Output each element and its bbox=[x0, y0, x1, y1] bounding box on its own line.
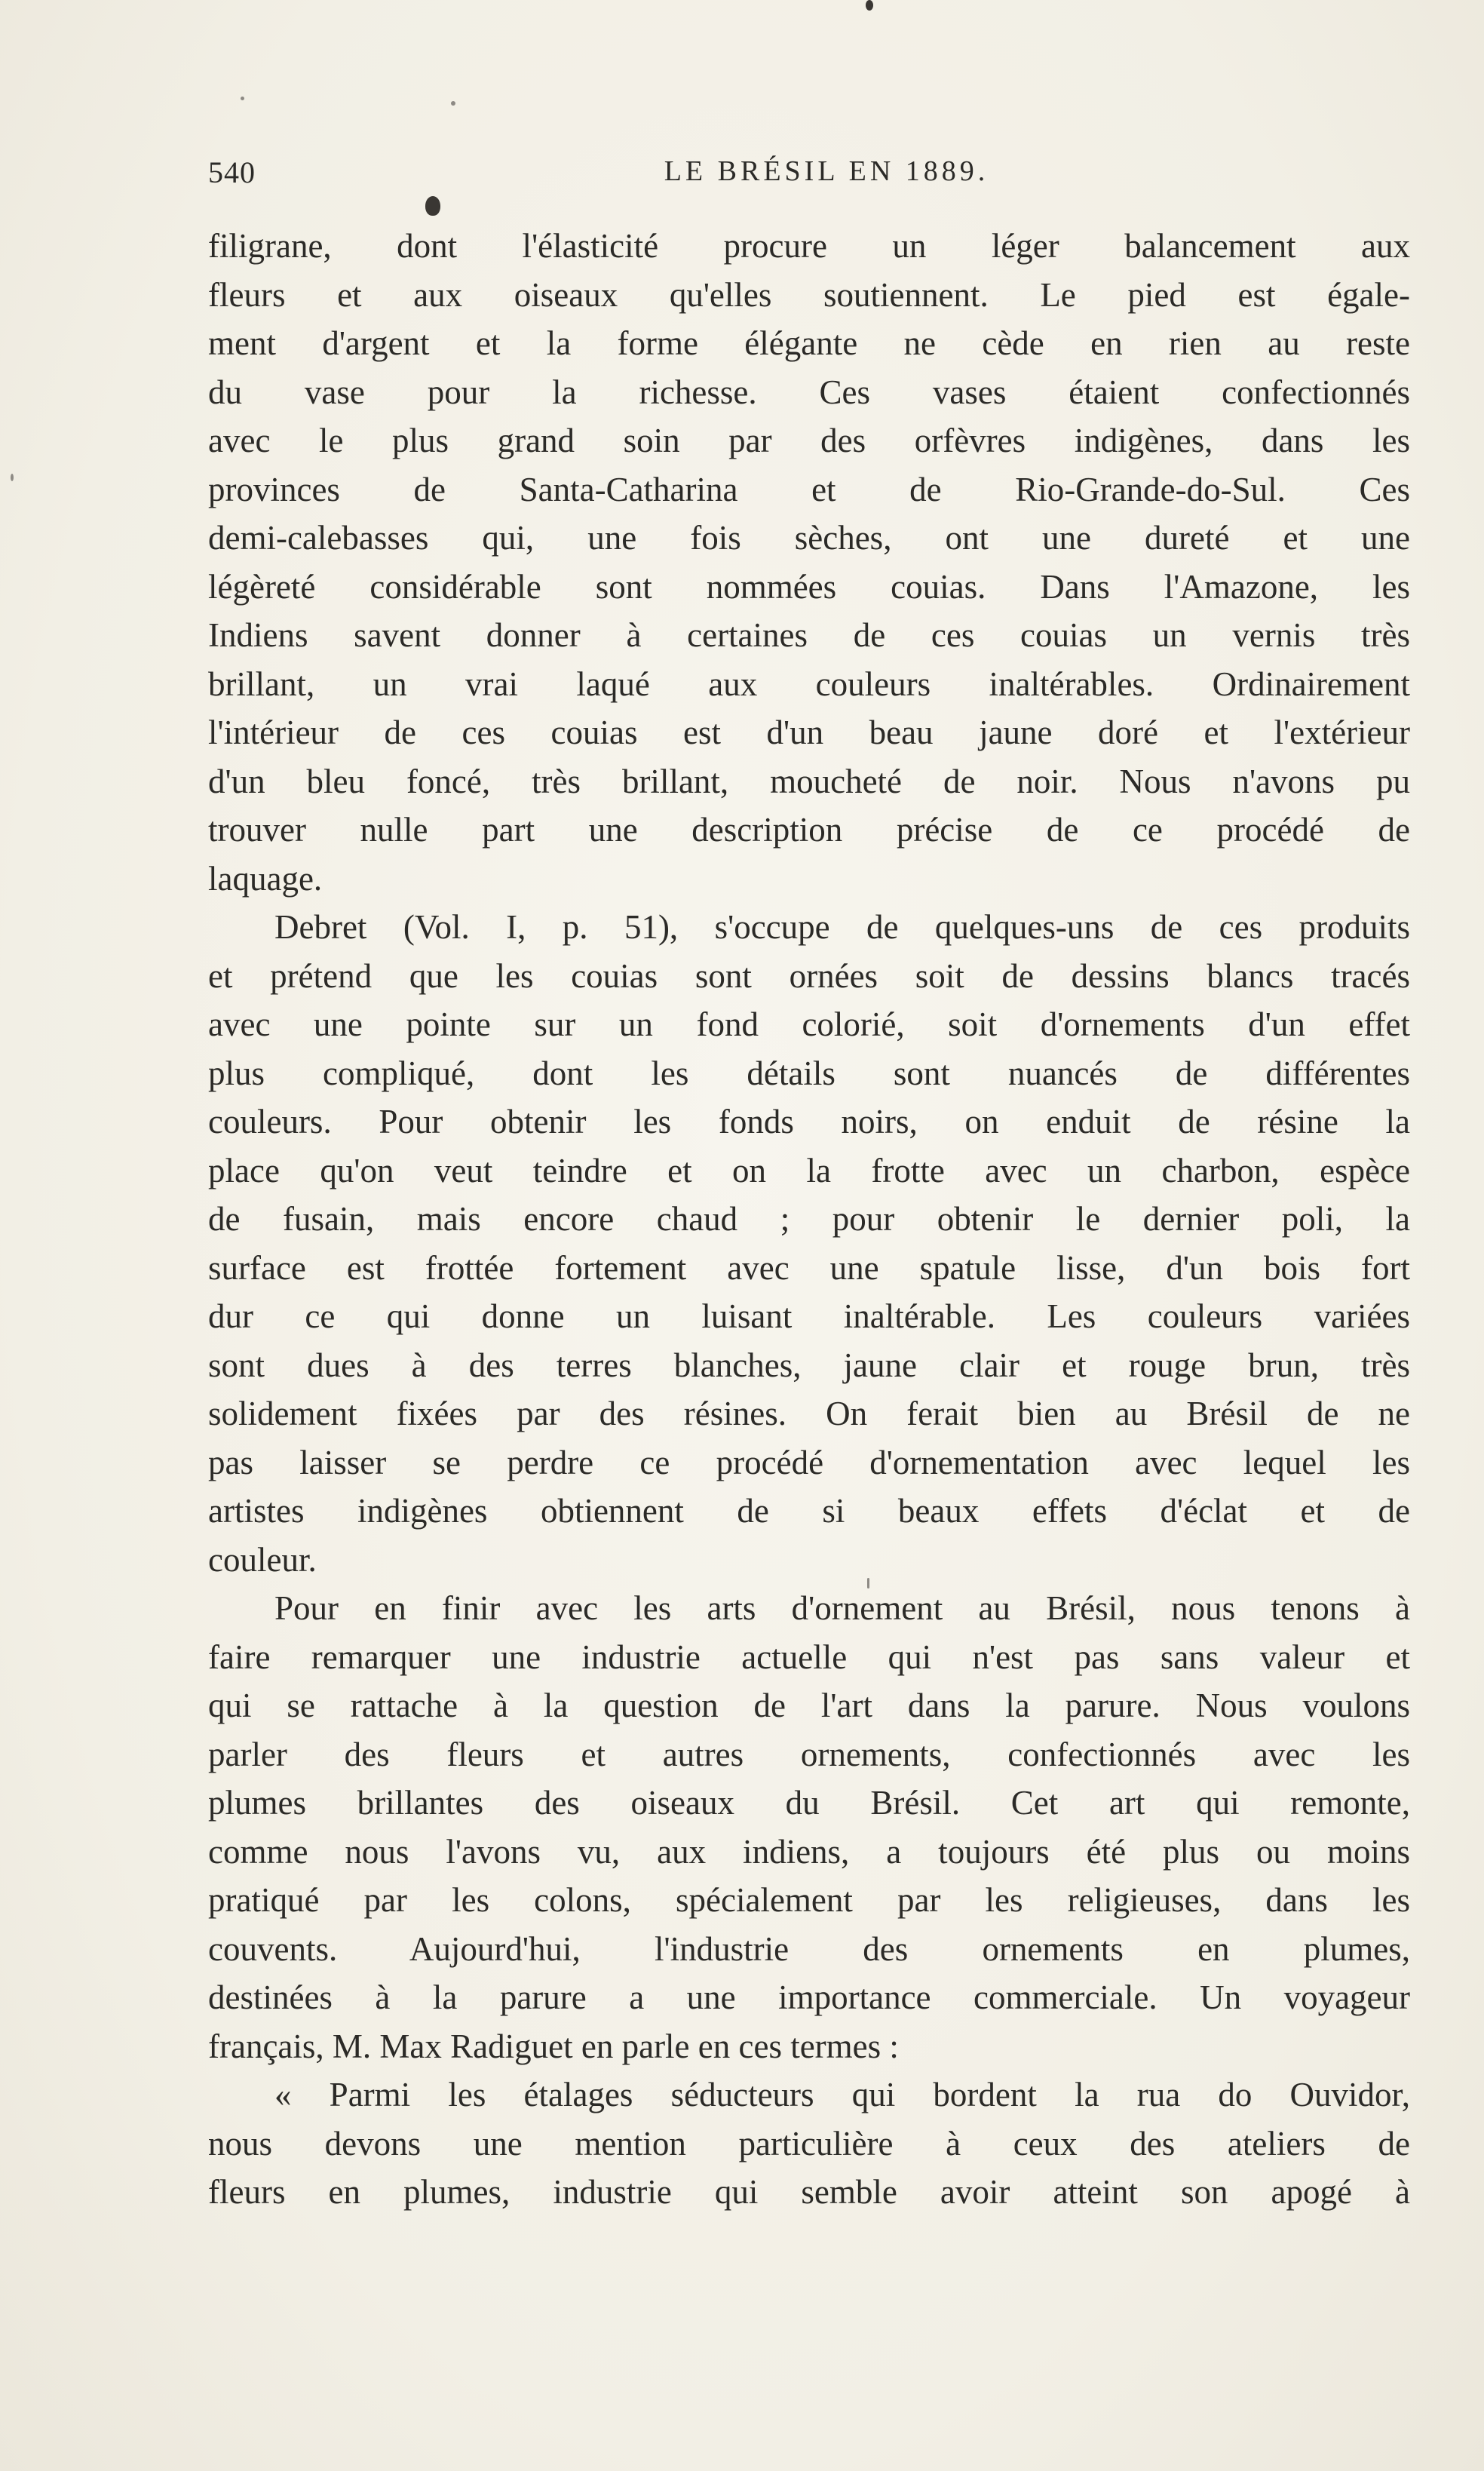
text-line: qui se rattache à la question de l'art dans la parure. Nous voulons bbox=[208, 1687, 1410, 1724]
ink-spot-top bbox=[866, 0, 873, 11]
page-number: 540 bbox=[208, 155, 256, 189]
text-line: avec une pointe sur un fond colorié, soit d'ornements d'un effet bbox=[208, 1005, 1410, 1043]
page-header bbox=[208, 155, 1415, 200]
text-line: destinées à la parure a une importance commerciale. Un voyageur bbox=[208, 1978, 1410, 2016]
text-line: légèreté considérable sont nommées couias. Dans l'Amazone, les bbox=[208, 567, 1410, 606]
text-line: d'un bleu foncé, très brillant, moucheté de noir. Nous n'avons pu bbox=[208, 762, 1410, 800]
text-line: parler des fleurs et autres ornements, confectionnés avec les bbox=[208, 1735, 1410, 1773]
text-line: demi-calebasses qui, une fois sèches, ont une dureté et une bbox=[208, 519, 1410, 557]
text-line: comme nous l'avons vu, aux indiens, a toujours été plus ou moins bbox=[208, 1832, 1410, 1871]
text-line: « Parmi les étalages séducteurs qui bordent la rua do Ouvidor, bbox=[274, 2076, 1410, 2113]
text-line: du vase pour la richesse. Ces vases étaient confectionnés bbox=[208, 373, 1410, 411]
text-line: trouver nulle part une description précise de ce procédé de bbox=[208, 811, 1410, 849]
text-line: couleur. bbox=[208, 1540, 317, 1579]
text-line: nous devons une mention particulière à ceux des ateliers de bbox=[208, 2124, 1410, 2163]
text-line: l'intérieur de ces couias est d'un beau jaune doré et l'extérieur bbox=[208, 714, 1410, 751]
text-line: brillant, un vrai laqué aux couleurs inaltérables. Ordinairement bbox=[208, 665, 1410, 703]
paper-fleck bbox=[451, 101, 455, 106]
text-line: fleurs en plumes, industrie qui semble avoir atteint son apogé à bbox=[208, 2173, 1410, 2211]
text-line: avec le plus grand soin par des orfèvres indigènes, dans les bbox=[208, 422, 1410, 459]
text-line: ment d'argent et la forme élégante ne cède en rien au reste bbox=[208, 324, 1410, 362]
body-text bbox=[208, 222, 1410, 2217]
text-line: surface est frottée fortement avec une spatule lisse, d'un bois fort bbox=[208, 1248, 1410, 1287]
text-line: de fusain, mais encore chaud ; pour obtenir le dernier poli, la bbox=[208, 1200, 1410, 1238]
text-line: pratiqué par les colons, spécialement par les religieuses, dans les bbox=[208, 1881, 1410, 1919]
text-line: pas laisser se perdre ce procédé d'ornementation avec lequel les bbox=[208, 1443, 1410, 1481]
text-line: artistes indigènes obtiennent de si beaux effets d'éclat et de bbox=[208, 1492, 1410, 1530]
text-line: Debret (Vol. I, p. 51), s'occupe de quelques-uns de ces produits bbox=[274, 908, 1410, 946]
text-line: couleurs. Pour obtenir les fonds noirs, on enduit de résine la bbox=[208, 1103, 1410, 1140]
text-line: dur ce qui donne un luisant inaltérable. Les couleurs variées bbox=[208, 1297, 1410, 1335]
text-line: provinces de Santa-Catharina et de Rio-Grande-do-Sul. Ces bbox=[208, 470, 1410, 508]
text-line: couvents. Aujourd'hui, l'industrie des ornements en plumes, bbox=[208, 1929, 1410, 1968]
text-line: faire remarquer une industrie actuelle qui n'est pas sans valeur et bbox=[208, 1638, 1410, 1676]
paper-fleck bbox=[11, 474, 14, 481]
text-line: solidement fixées par des résines. On ferait bien au Brésil de ne bbox=[208, 1395, 1410, 1432]
text-line: Pour en finir avec les arts d'ornement au Brésil, nous tenons à bbox=[274, 1589, 1410, 1627]
text-line: plumes brillantes des oiseaux du Brésil. Cet art qui remonte, bbox=[208, 1784, 1410, 1822]
text-line: sont dues à des terres blanches, jaune clair et rouge brun, très bbox=[208, 1346, 1410, 1384]
text-line: Indiens savent donner à certaines de ces couias un vernis très bbox=[208, 616, 1410, 654]
text-line: place qu'on veut teindre et on la frotte avec un charbon, espèce bbox=[208, 1151, 1410, 1189]
text-line: français, M. Max Radiguet en parle en ces termes : bbox=[208, 2027, 899, 2065]
text-line: laquage. bbox=[208, 859, 323, 898]
paper-fleck bbox=[241, 97, 244, 100]
text-line: plus compliqué, dont les détails sont nuancés de différentes bbox=[208, 1054, 1410, 1092]
text-line: filigrane, dont l'élasticité procure un léger balancement aux bbox=[208, 227, 1410, 265]
running-title: LE BRÉSIL EN 1889. bbox=[664, 155, 989, 187]
text-line: et prétend que les couias sont ornées soit de dessins blancs tracés bbox=[208, 956, 1410, 995]
text-line: fleurs et aux oiseaux qu'elles soutiennent. Le pied est égale- bbox=[208, 275, 1410, 314]
